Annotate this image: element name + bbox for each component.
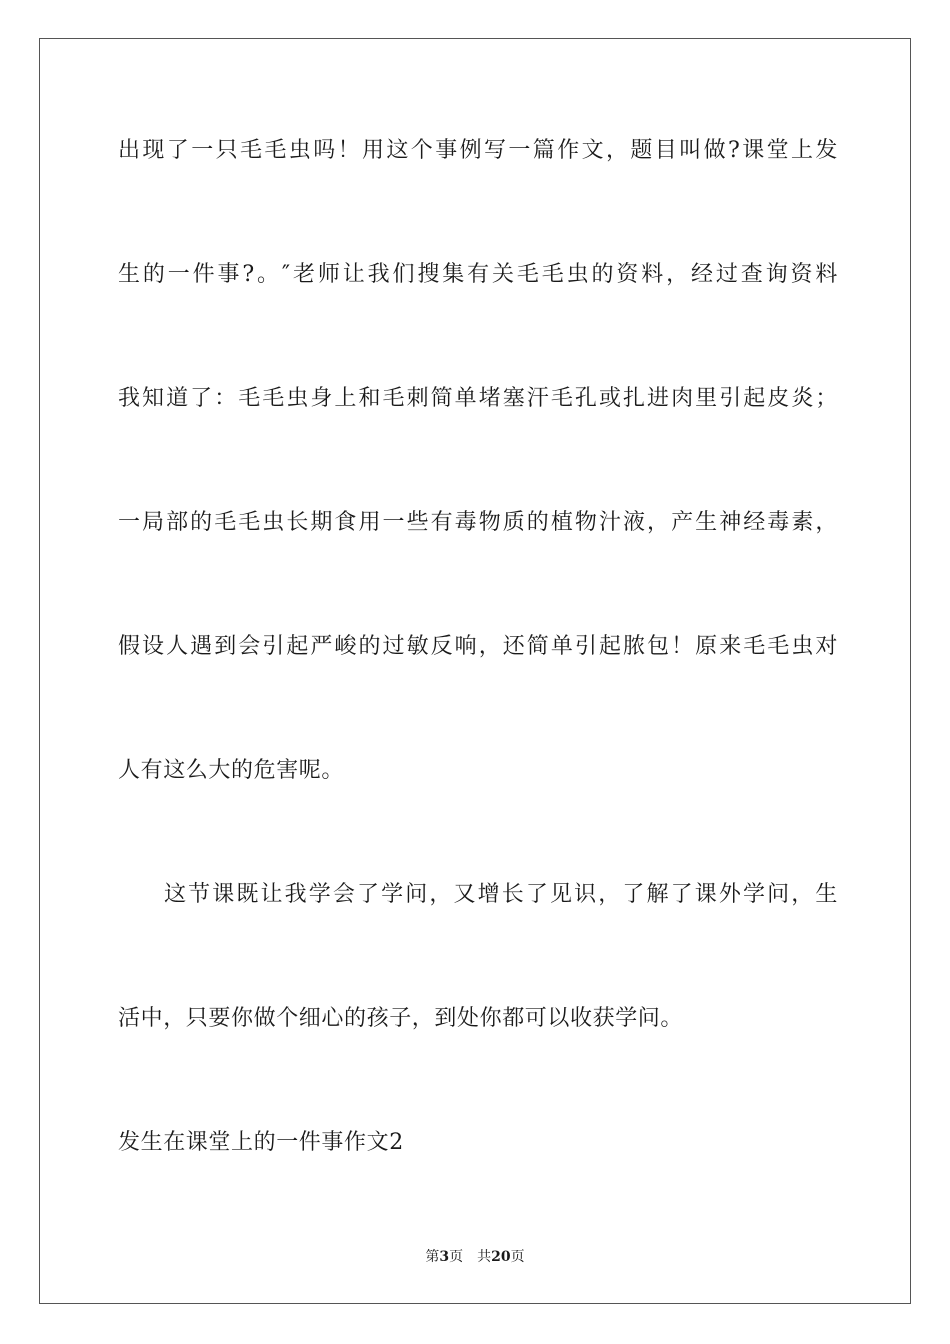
footer-total-prefix: 共 xyxy=(477,1249,492,1265)
body-line-2: 生的一件事?。″老师让我们搜集有关毛毛虫的资料，经过查询资料 xyxy=(118,262,838,287)
footer-total-suffix: 页 xyxy=(510,1249,525,1265)
body-line-8: 活中，只要你做个细心的孩子，到处你都可以收获学问。 xyxy=(118,1006,684,1031)
footer-page-number: 3 xyxy=(439,1249,450,1265)
section-heading: 发生在课堂上的一件事作文2 xyxy=(118,1130,404,1155)
body-line-4: 一局部的毛毛虫长期食用一些有毒物质的植物汁液，产生神经毒素， xyxy=(118,510,838,535)
body-line-1: 出现了一只毛毛虫吗！用这个事例写一篇作文，题目叫做?课堂上发 xyxy=(118,138,838,163)
body-line-6: 人有这么大的危害呢。 xyxy=(118,758,345,783)
footer-page-suffix: 页 xyxy=(449,1249,464,1265)
body-line-3: 我知道了：毛毛虫身上和毛刺简单堵塞汗毛孔或扎进肉里引起皮炎； xyxy=(118,386,838,411)
page-border xyxy=(39,38,911,1304)
footer-total-number: 20 xyxy=(491,1249,511,1265)
body-line-5: 假设人遇到会引起严峻的过敏反响，还简单引起脓包！原来毛毛虫对 xyxy=(118,634,838,659)
footer-page-prefix: 第 xyxy=(425,1249,440,1265)
page-footer xyxy=(0,1247,950,1267)
body-line-7: 这节课既让我学会了学问，又增长了见识，了解了课外学问，生 xyxy=(164,882,838,907)
